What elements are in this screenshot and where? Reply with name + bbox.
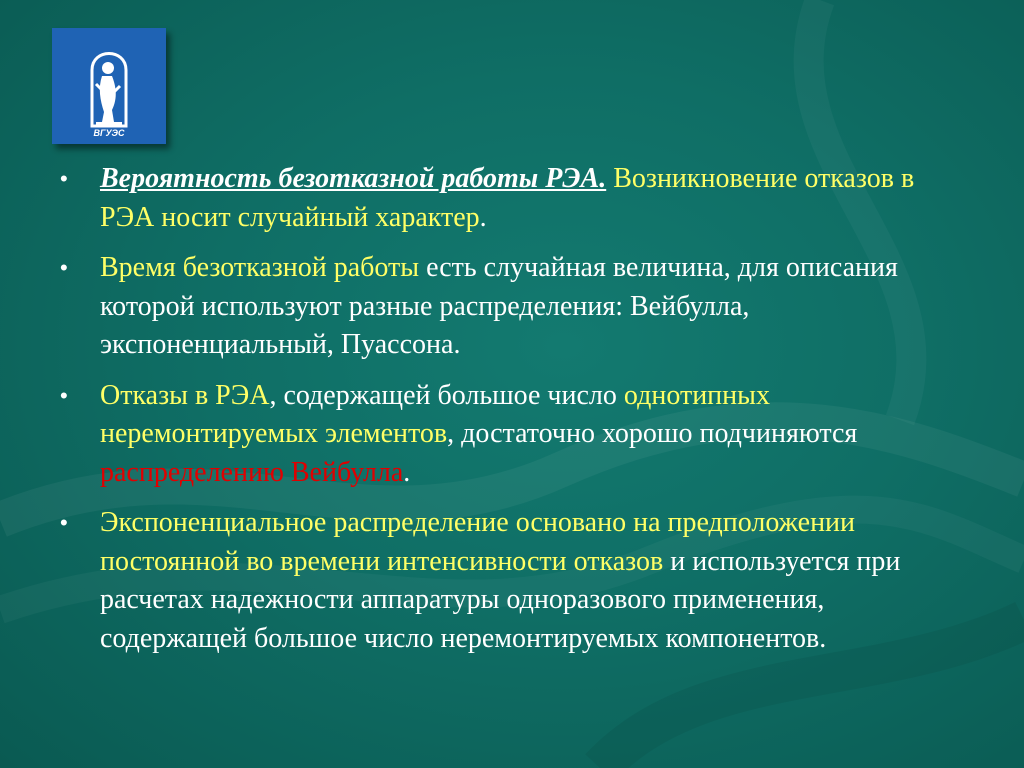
text-span: . bbox=[403, 456, 411, 488]
text-span: Возникновение отказов в РЭА носит случайный характер bbox=[100, 163, 915, 233]
bullet-dot: • bbox=[60, 255, 68, 280]
text-span: Отказы в РЭА bbox=[100, 379, 270, 411]
text-span: Время безотказной работы bbox=[100, 252, 420, 283]
statue-logo-icon bbox=[52, 28, 166, 144]
bullet-dot: • bbox=[60, 166, 68, 191]
text-span: есть случайная величина, для описания которой используют разные распределения: Вейбулла, экспоненциальный, Пуассона. bbox=[100, 252, 898, 360]
heading-reliability: Вероятность безотказной работы РЭА. bbox=[100, 163, 607, 194]
text-span: . bbox=[479, 201, 487, 233]
bullet-item-4 bbox=[60, 504, 960, 658]
university-logo bbox=[52, 28, 166, 144]
text-span: однотипных неремонтируемых элементов bbox=[100, 379, 770, 449]
bullet-item-1 bbox=[60, 160, 960, 237]
text-span: , содержащей большое число bbox=[269, 379, 624, 411]
bullet-item-2 bbox=[60, 249, 960, 365]
bullet-item-3 bbox=[60, 377, 960, 493]
text-span: Экспоненциальное распределение основано на предположении постоянной во времени интенсивности отказов bbox=[100, 507, 856, 577]
logo-text: ВГУЭС bbox=[93, 128, 125, 138]
bullet-dot: • bbox=[60, 510, 68, 535]
bullet-dot: • bbox=[60, 382, 68, 408]
bullet-list bbox=[60, 160, 960, 670]
text-span: распределению Вейбулла bbox=[100, 456, 404, 488]
text-span: , достаточно хорошо подчиняются bbox=[447, 418, 858, 449]
text-span: и используется при расчетах надежности аппаратуры одноразового применения, содержащей большое число неремонтируемых компонентов. bbox=[100, 545, 901, 654]
